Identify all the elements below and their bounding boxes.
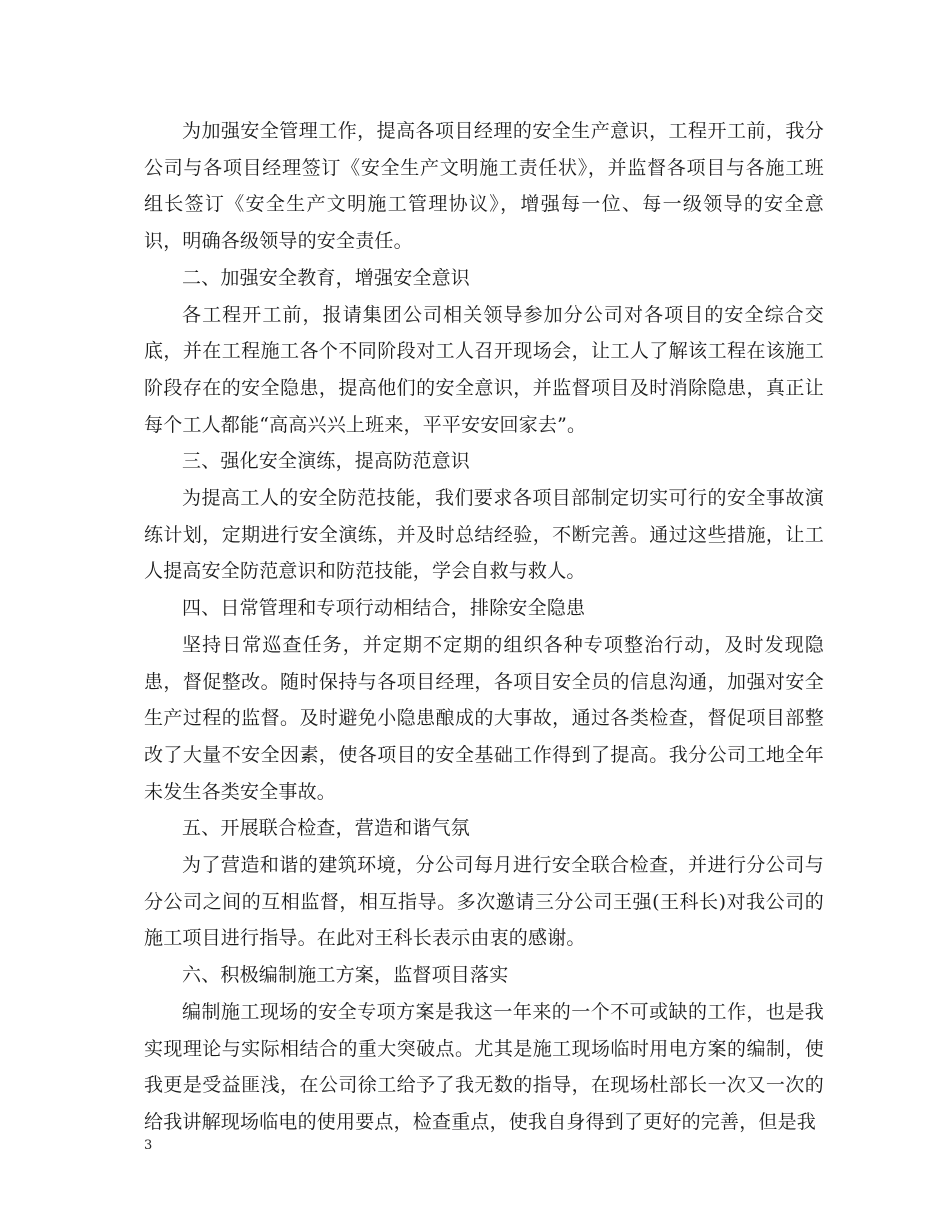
page-number: 3 — [144, 1138, 153, 1153]
section-heading-5: 五、开展联合检查，营造和谐气氛 — [182, 817, 471, 840]
section-heading-2: 二、加强安全教育，增强安全意识 — [182, 266, 471, 289]
section-heading-6: 六、积极编制施工方案，监督项目落实 — [182, 964, 509, 987]
section-heading-4: 四、日常管理和专项行动相结合，排除安全隐患 — [182, 597, 586, 620]
paragraph-safety-drills: 为提高工人的安全防范技能，我们要求各项目部制定切实可行的安全事故演练计划，定期进行安全演练，并及时总结经验，不断完善。通过这些措施，让工人提高安全防范意识和防范技能，学会自救与救人。 — [144, 487, 824, 583]
paragraph-daily-management: 坚持日常巡查任务，并定期不定期的组织各种专项整治行动，及时发现隐患，督促整改。随时保持与各项目经理，各项目安全员的信息沟通，加强对安全生产过程的监督。及时避免小隐患酿成的大事故，通过各类检查，督促项目部整改了大量不安全因素，使各项目的安全基础工作得到了提高。我分公司工地全年未发生各类安全事故。 — [144, 633, 824, 803]
section-heading-3: 三、强化安全演练，提高防范意识 — [182, 450, 471, 473]
paragraph-construction-plan: 编制施工现场的安全专项方案是我这一年来的一个不可或缺的工作，也是我实现理论与实际相结合的重大突破点。尤其是施工现场临时用电方案的编制，使我更是受益匪浅，在公司徐工给予了我无数的指导，在现场杜部长一次又一次的给我讲解现场临电的使用要点，检查重点，使我自身得到了更好的完善，但是我 — [144, 1000, 824, 1133]
paragraph-safety-responsibility: 为加强安全管理工作，提高各项目经理的安全生产意识，工程开工前，我分公司与各项目经理签订《安全生产文明施工责任状》，并监督各项目与各施工班组长签订《安全生产文明施工管理协议》，增强每一位、每一级领导的安全意识，明确各级领导的安全责任。 — [144, 120, 824, 253]
paragraph-joint-inspection: 为了营造和谐的建筑环境，分公司每月进行安全联合检查，并进行分公司与分公司之间的互相监督，相互指导。多次邀请三分公司王强(王科长)对我公司的施工项目进行指导。在此对王科长表示由衷的感谢。 — [144, 854, 824, 950]
document-body — [144, 113, 824, 1141]
paragraph-safety-education: 各工程开工前，报请集团公司相关领导参加分公司对各项目的安全综合交底，并在工程施工各个不同阶段对工人召开现场会，让工人了解该工程在该施工阶段存在的安全隐患，提高他们的安全意识，并监督项目及时消除隐患，真正让每个工人都能“高高兴兴上班来，平平安安回家去”。 — [144, 303, 824, 436]
